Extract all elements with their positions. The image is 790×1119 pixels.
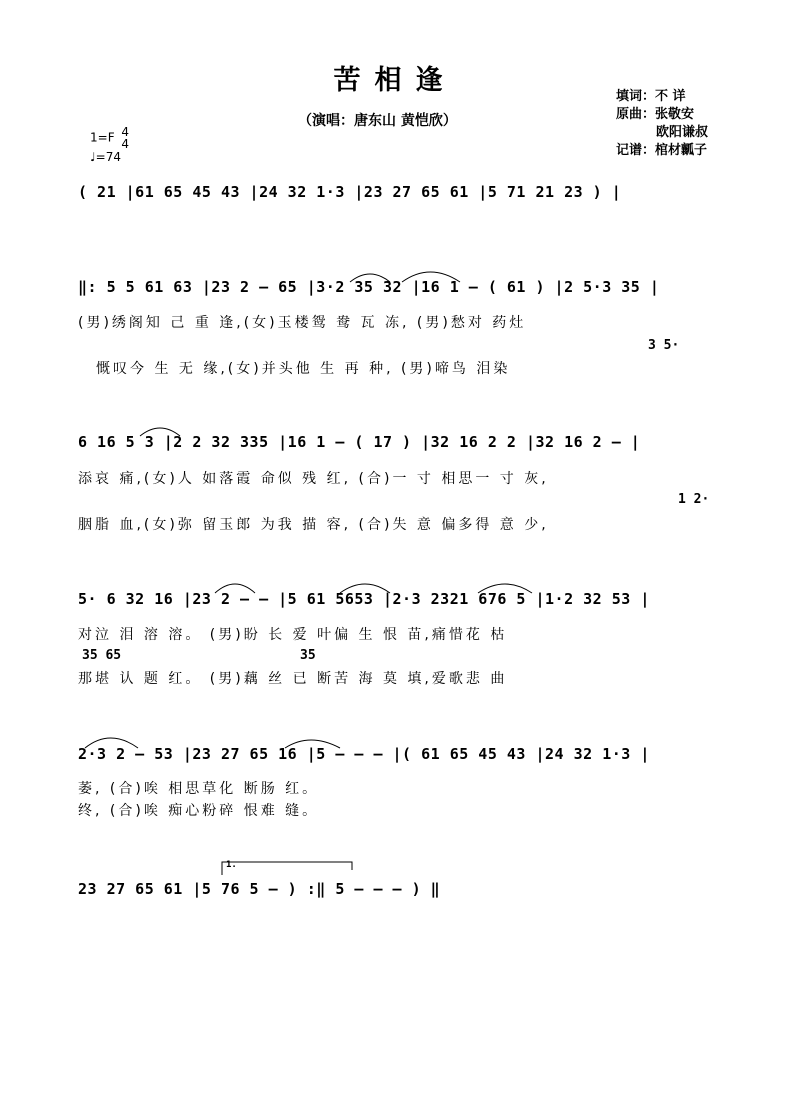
composer-credit: 原曲：张敬安 — [616, 107, 695, 122]
lyric-row-5a: 萎, (合)唉 相思草化 断肠 红。 — [78, 781, 320, 797]
lyric-row-2a: (男)绣阁知 己 重 逢,(女)玉楼鸳 鸯 瓦 冻, (男)愁对 药灶 — [78, 315, 527, 331]
hint-row-2: 3 5· — [648, 338, 680, 353]
page-title: 苦相逢 — [333, 65, 457, 96]
slur-mark — [350, 274, 390, 282]
tempo-mark: ♩=74 — [90, 150, 121, 164]
time-bottom: 4 — [121, 137, 130, 151]
slur-mark — [402, 272, 460, 282]
slur-mark — [85, 738, 138, 748]
transcriber-credit: 记谱：棺材瓤子 — [616, 143, 708, 158]
lyric-row-5b: 终, (合)唉 痴心粉碎 恨难 缝。 — [78, 803, 320, 819]
composer2-credit: 欧阳谦叔 — [656, 125, 709, 140]
score-row-1: ( 21 |61 65 45 43 |24 32 1·3 |23 27 65 61 |5 71 21 23 ) | — [78, 183, 622, 201]
hint-row-3: 1 2· — [678, 492, 710, 507]
score-row-4: 5· 6 32 16 |23 2 – – |5 61 5653 |2·3 2321 676 5 |1·2 32 53 | — [78, 590, 650, 608]
volta-label: 1. — [226, 860, 237, 870]
score-row-2: ‖: 5 5 61 63 |23 2 – 65 |3·2 35 32 |16 1 – ( 61 ) |2 5·3 35 | — [78, 278, 660, 296]
singers-line: （演唱：唐东山 黄恺欣） — [298, 113, 457, 129]
key-label: 1=F — [90, 130, 115, 145]
score-row-6: 23 27 65 61 |5 76 5 – ) :‖ 5 – – – ) ‖ — [78, 880, 441, 898]
hint-row-4b: 35 — [300, 648, 316, 663]
lyric-row-4a: 对泣 泪 溶 溶。 (男)盼 长 爱 叶偏 生 恨 苗,痛惜花 枯 — [78, 627, 508, 643]
slur-mark — [340, 584, 390, 593]
slur-mark — [140, 428, 180, 436]
lyric-row-4b: 那堪 认 题 红。 (男)藕 丝 已 断苦 海 莫 填,爱歌悲 曲 — [78, 671, 508, 687]
lyricist-credit: 填词：不 详 — [616, 89, 686, 104]
score-row-5: 2·3 2 – 53 |23 27 65 16 |5 – – – |( 61 65 45 43 |24 32 1·3 | — [78, 745, 650, 763]
lyric-row-3b: 胭脂 血,(女)弥 留玉郎 为我 描 容, (合)失 意 偏多得 意 少, — [78, 517, 549, 533]
slur-mark — [478, 584, 532, 593]
time-top: 4 — [121, 125, 130, 139]
hint-row-4a: 35 65 — [82, 648, 122, 663]
slur-mark — [215, 584, 255, 593]
lyric-row-3a: 添哀 痛,(女)人 如落霞 命似 残 红, (合)一 寸 相思一 寸 灰, — [78, 471, 549, 487]
score-row-3: 6 16 5 3 |2 2 32 335 |16 1 – ( 17 ) |32 16 2 2 |32 16 2 – | — [78, 433, 641, 451]
slur-mark — [285, 740, 340, 748]
volta-bracket — [222, 862, 352, 875]
lyric-row-2b: 慨叹今 生 无 缘,(女)并头他 生 再 种, (男)啼鸟 泪染 — [96, 361, 511, 377]
